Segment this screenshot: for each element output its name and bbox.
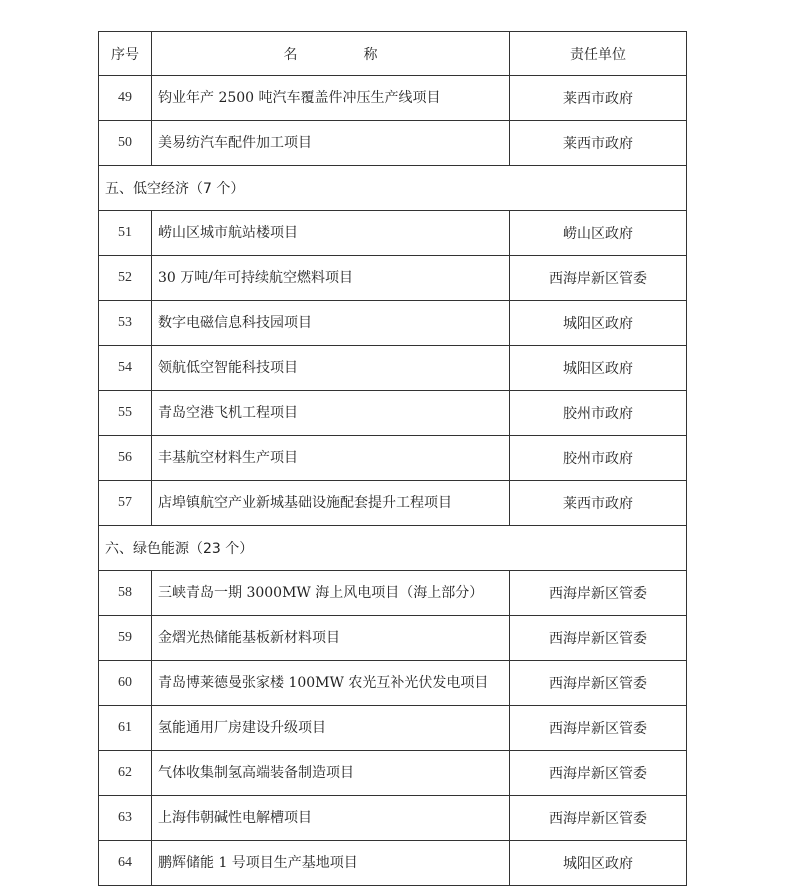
- table-row: [99, 391, 687, 436]
- table-row: [99, 211, 687, 256]
- table-row: [99, 706, 687, 751]
- row-number: 57: [99, 481, 152, 526]
- table-body: [99, 76, 687, 886]
- responsible-unit: 城阳区政府: [510, 841, 687, 886]
- project-name: 店埠镇航空产业新城基础设施配套提升工程项目: [152, 481, 510, 526]
- responsible-unit: 胶州市政府: [510, 391, 687, 436]
- responsible-unit: 莱西市政府: [510, 481, 687, 526]
- row-number: 59: [99, 616, 152, 661]
- row-number: 56: [99, 436, 152, 481]
- section-row: [99, 526, 687, 571]
- table-row: [99, 436, 687, 481]
- section-title: 五、低空经济（7 个）: [99, 166, 687, 211]
- responsible-unit: 城阳区政府: [510, 346, 687, 391]
- responsible-unit: 城阳区政府: [510, 301, 687, 346]
- row-number: 60: [99, 661, 152, 706]
- project-name: 美易纺汽车配件加工项目: [152, 121, 510, 166]
- row-number: 58: [99, 571, 152, 616]
- row-number: 53: [99, 301, 152, 346]
- project-name: 氢能通用厂房建设升级项目: [152, 706, 510, 751]
- table-row: [99, 301, 687, 346]
- table-row: [99, 841, 687, 886]
- project-name: 鹏辉储能 1 号项目生产基地项目: [152, 841, 510, 886]
- table-row: [99, 751, 687, 796]
- responsible-unit: 西海岸新区管委: [510, 796, 687, 841]
- responsible-unit: 崂山区政府: [510, 211, 687, 256]
- project-name: 上海伟朝碱性电解槽项目: [152, 796, 510, 841]
- responsible-unit: 胶州市政府: [510, 436, 687, 481]
- project-name: 三峡青岛一期 3000MW 海上风电项目（海上部分）: [152, 571, 510, 616]
- row-number: 64: [99, 841, 152, 886]
- responsible-unit: 西海岸新区管委: [510, 256, 687, 301]
- row-number: 49: [99, 76, 152, 121]
- table-row: [99, 796, 687, 841]
- row-number: 55: [99, 391, 152, 436]
- project-name: 数字电磁信息科技园项目: [152, 301, 510, 346]
- row-number: 51: [99, 211, 152, 256]
- project-name: 青岛博莱德曼张家楼 100MW 农光互补光伏发电项目: [152, 661, 510, 706]
- responsible-unit: 西海岸新区管委: [510, 571, 687, 616]
- project-name: 钧业年产 2500 吨汽车覆盖件冲压生产线项目: [152, 76, 510, 121]
- project-name: 丰基航空材料生产项目: [152, 436, 510, 481]
- table-row: [99, 121, 687, 166]
- project-name: 金熠光热储能基板新材料项目: [152, 616, 510, 661]
- section-title: 六、绿色能源（23 个）: [99, 526, 687, 571]
- project-name: 30 万吨/年可持续航空燃料项目: [152, 256, 510, 301]
- header-number: 序号: [99, 32, 152, 76]
- responsible-unit: 西海岸新区管委: [510, 751, 687, 796]
- table-row: [99, 616, 687, 661]
- table-row: [99, 481, 687, 526]
- project-name: 气体收集制氢高端装备制造项目: [152, 751, 510, 796]
- responsible-unit: 莱西市政府: [510, 121, 687, 166]
- row-number: 50: [99, 121, 152, 166]
- project-table: [98, 31, 687, 886]
- responsible-unit: 莱西市政府: [510, 76, 687, 121]
- table-header-row: [99, 32, 687, 76]
- project-name: 崂山区城市航站楼项目: [152, 211, 510, 256]
- table-row: [99, 256, 687, 301]
- row-number: 61: [99, 706, 152, 751]
- table-row: [99, 571, 687, 616]
- section-row: [99, 166, 687, 211]
- header-name: 名 称: [152, 32, 510, 76]
- header-unit: 责任单位: [510, 32, 687, 76]
- responsible-unit: 西海岸新区管委: [510, 706, 687, 751]
- project-name: 领航低空智能科技项目: [152, 346, 510, 391]
- table-row: [99, 346, 687, 391]
- table-row: [99, 661, 687, 706]
- row-number: 54: [99, 346, 152, 391]
- row-number: 52: [99, 256, 152, 301]
- table-row: [99, 76, 687, 121]
- responsible-unit: 西海岸新区管委: [510, 616, 687, 661]
- project-name: 青岛空港飞机工程项目: [152, 391, 510, 436]
- row-number: 62: [99, 751, 152, 796]
- row-number: 63: [99, 796, 152, 841]
- responsible-unit: 西海岸新区管委: [510, 661, 687, 706]
